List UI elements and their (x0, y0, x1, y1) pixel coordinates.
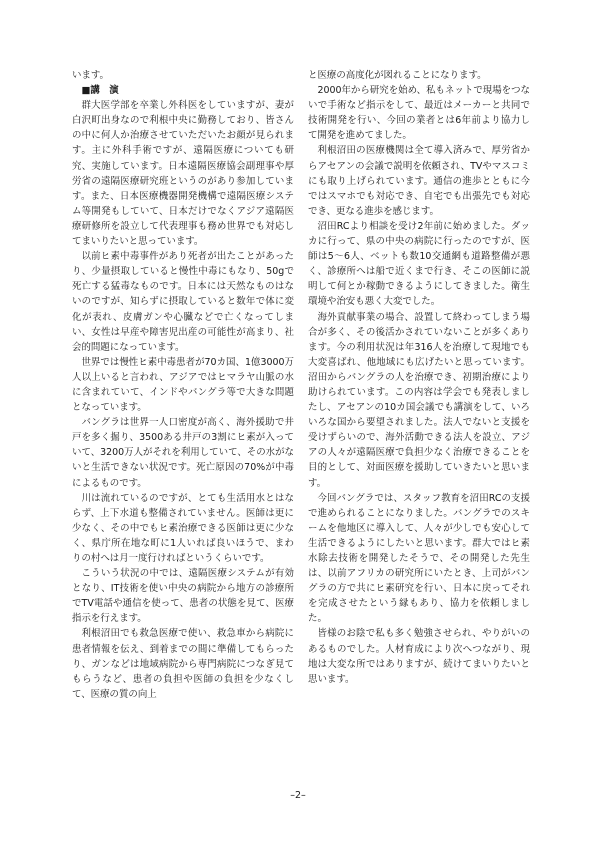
right-column (308, 68, 530, 773)
paragraph: こういう状況の中では、遠隔医療システムが有効となり、IT技術を使い中央の病院から地方の診療所でTV電話や通信を使って、患者の状態を見て、医療指示を行えます。 (72, 568, 294, 625)
paragraph: 今回バングラでは、スタッフ教育を沼田RCの支援で進められることになりました。バングラでのスキームを他地区に導入して、人々が少しでも安心して生活できるようにしたいと思います。群大ではヒ素水除去技術を開発したそうで、その開発した先生は、以前アフリカの研究所にいたとき、上司がバングラの方で共にヒ素研究を行い、日本に戻ってそれを完成させたという縁もあり、協力を依頼しました。 (308, 492, 530, 625)
paragraph: と医療の高度化が図れることになります。 (308, 70, 487, 81)
paragraph: 2000年から研究を始め、私もネットで現場をつないで手術など指示をして、最近はメーカーと共同で技術開発を行い、今回の業者とは6年前より協力して開発を進めてました。 (308, 85, 530, 142)
page-number: –2– (290, 790, 306, 801)
section-heading: ■講 演 (81, 85, 119, 97)
left-column (72, 68, 294, 773)
paragraph: 利根沼田の医療機関は全て導入済みで、厚労省からアセアンの会議で説明を依頼され、TVやマスコミにも取り上げられています。通信の進歩とともに今ではスマホでも対応でき、自宅でも出張先でも対応でき、更なる進歩を感じます。 (308, 145, 530, 217)
paragraph: 群大医学部を卒業し外科医をしていますが、妻が白沢町出身なので利根中央に勤務しており、皆さんの中に何人か治療させていただいたお顔が見られます。主に外科手術ですが、遠隔医療についても研究、実施しています。日本遠隔医療協会副理事や厚労省の遠隔医療研究班というのがあり参加しています。また、日本医療機器開発機構で遠隔医療システム等開発もしていて、日本だけでなくアジア遠隔医療研修所を設立して代表理事も務め世界でも対応してまいりたいと思っています。 (72, 100, 294, 248)
page-body (72, 68, 530, 773)
paragraph: います。 (72, 70, 109, 81)
paragraph: バングラは世界一人口密度が高く、海外援助で井戸を多く掘り、3500ある井戸の3割にヒ素が入っていて、3200万人がそれを利用していて、その水がないと生活できない状況です。死亡原因の70%が中毒によるものです。 (72, 417, 294, 489)
paragraph: 利根沼田でも救急医療で使い、救急車から病院に患者情報を伝え、到着までの間に準備してもらったり、ガンなどは地域病院から専門病院につなぎ見てもらうなど、患者の負担や医師の負担を少なくして、医療の質の向上 (72, 628, 294, 700)
paragraph: 世界では慢性ヒ素中毒患者が70カ国、1億3000万人以上いると言われ、アジアではヒマラヤ山脈の水に含まれていて、インドやバングラ等で大きな問題となっています。 (72, 356, 294, 414)
paragraph: 海外貢献事業の場合、設置して終わってしまう場合が多く、その後活かされていないことが多くあります。今の利用状況は年316人を治療して現地でも大変喜ばれ、他地域にも広げたいと思っています。沼田からバングラの人を治療でき、初期治療により助けられています。この内容は学会でも発表しましたし、アセアンの10カ国会議でも講演をして、いろいろな国から要望されました。法人でないと支援を受けずらいので、海外活動できる法人を設立、アジアの人々が遠隔医療で負担少なく治療できることを目的として、対面医療を援助していきたいと思います。 (308, 311, 530, 489)
paragraph: 沼田RCより相談を受け2年前に始めました。ダッカに行って、県の中央の病院に行ったのですが、医師は5～6人、ベットも数10交通網も道路整備が悪く、診療所へは船で近くまで行き、そこの医師に説明して何とか稼動できるようにしてきました。衛生環境や治安も悪く大変でした。 (308, 220, 530, 308)
paragraph: 以前ヒ素中毒事件があり死者が出たことがあったり、少量摂取していると慢性中毒にもなり、50gで死亡する猛毒なものです。日本には天然なものはないのですが、知らずに摂取していると数年で体に変化が表れ、皮膚ガンや心臓などで亡くなってしまい、女性は早産や障害児出産の可能性が高まり、社会的問題になっています。 (72, 251, 294, 353)
paragraph: 皆様のお陰で私も多く勉強させられ、やりがいのあるものでした。人材育成により次へつながり、現地は大変な所ではありますが、続けてまいりたいと思います。 (308, 628, 530, 685)
paragraph: 川は流れているのですが、とても生活用水とはならず、上下水道も整備されていません。医師は更に少なく、その中でもヒ素治療できる医師は更に少なく、県庁所在地な町に1人いれば良いほうで、まわりの村へは月一度行ければというくらいです。 (72, 492, 294, 564)
